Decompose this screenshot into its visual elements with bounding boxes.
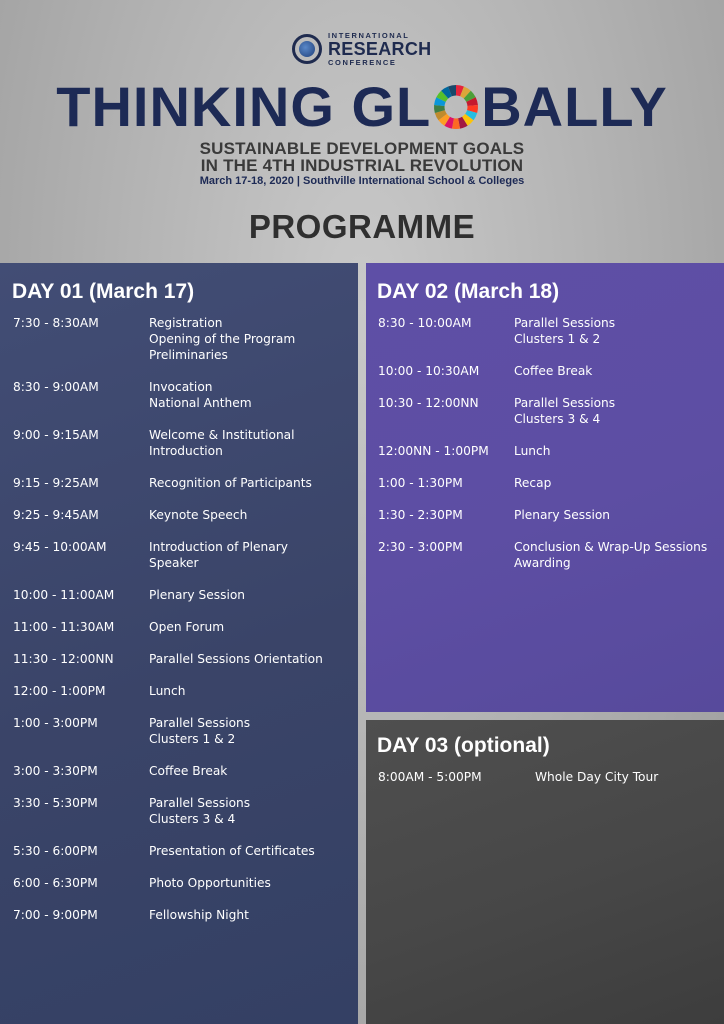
schedule-row (13, 715, 352, 747)
activity-line: Parallel Sessions (514, 316, 616, 330)
schedule-row (13, 683, 352, 699)
schedule-time: 8:30 - 10:00AM (378, 316, 472, 330)
activity-line: Presentation of Certificates (149, 844, 315, 858)
schedule-activity (149, 587, 369, 603)
schedule-activity (149, 907, 369, 923)
activity-line: Parallel Sessions (149, 796, 251, 810)
schedule-row (378, 363, 718, 379)
schedule-row (378, 395, 718, 427)
schedule-row (378, 539, 718, 571)
schedule-activity (149, 715, 369, 747)
schedule-activity (514, 539, 724, 571)
logo-text (328, 32, 431, 67)
schedule-row (378, 315, 718, 347)
subtitle-line-1: SUSTAINABLE DEVELOPMENT GOALS (199, 139, 525, 158)
activity-line: Coffee Break (149, 764, 228, 778)
schedule-activity (149, 539, 369, 571)
subtitle-line-2: IN THE 4TH INDUSTRIAL REVOLUTION (200, 156, 524, 175)
activity-line: Speaker (149, 556, 199, 570)
schedule-time: 2:30 - 3:00PM (378, 540, 463, 554)
globe-icon (292, 34, 322, 64)
schedule-row (378, 475, 718, 491)
activity-line: Keynote Speech (149, 508, 248, 522)
logo-top-text: INTERNATIONAL (328, 30, 410, 40)
schedule-time: 3:00 - 3:30PM (13, 764, 98, 778)
schedule-time: 9:15 - 9:25AM (13, 476, 99, 490)
schedule-time: 10:00 - 11:00AM (13, 588, 115, 602)
schedule-row (13, 795, 352, 827)
activity-line: Whole Day City Tour (535, 770, 659, 784)
page-title (0, 74, 724, 140)
activity-line: Clusters 1 & 2 (149, 732, 236, 746)
schedule-row (13, 507, 352, 523)
schedule-activity (149, 507, 369, 523)
schedule-row (13, 315, 352, 363)
schedule-activity (514, 395, 724, 427)
activity-line: Invocation (149, 380, 213, 394)
schedule-activity (149, 315, 369, 363)
activity-line: Photo Opportunities (149, 876, 271, 890)
schedule-activity (535, 769, 724, 785)
schedule-activity (149, 875, 369, 891)
sdg-wheel-icon (433, 78, 479, 124)
activity-line: Preliminaries (149, 348, 228, 362)
day2-title: DAY 02 (March 18) (377, 280, 560, 303)
activity-line: Parallel Sessions (514, 396, 616, 410)
schedule-time: 9:45 - 10:00AM (13, 540, 107, 554)
activity-line: Conclusion & Wrap-Up Sessions (514, 540, 708, 554)
activity-line: Clusters 3 & 4 (149, 812, 236, 826)
schedule-time: 10:00 - 10:30AM (378, 364, 480, 378)
schedule-time: 1:00 - 1:30PM (378, 476, 463, 490)
schedule-row (378, 769, 718, 785)
schedule-row (13, 379, 352, 411)
schedule-time: 5:30 - 6:00PM (13, 844, 98, 858)
schedule-row (13, 587, 352, 603)
activity-line: Coffee Break (514, 364, 593, 378)
activity-line: Introduction of Plenary (149, 540, 288, 554)
day1-title: DAY 01 (March 17) (12, 280, 195, 303)
day2-panel (366, 263, 724, 712)
schedule-time: 11:30 - 12:00NN (13, 652, 114, 666)
section-title: PROGRAMME (248, 208, 476, 245)
schedule-activity (149, 683, 369, 699)
schedule-time: 8:30 - 9:00AM (13, 380, 99, 394)
schedule-activity (514, 507, 724, 523)
schedule-row (378, 443, 718, 459)
activity-line: Parallel Sessions (149, 716, 251, 730)
schedule-row (13, 619, 352, 635)
title-part-2: BALLY (481, 75, 668, 138)
activity-line: Clusters 3 & 4 (514, 412, 601, 426)
schedule-activity (149, 379, 369, 411)
schedule-activity (149, 619, 369, 635)
schedule-activity (149, 651, 369, 667)
schedule-time: 12:00NN - 1:00PM (378, 444, 489, 458)
event-dateline: March 17-18, 2020 | Southville International School & Colleges (199, 175, 525, 187)
activity-line: Plenary Session (514, 508, 611, 522)
schedule-row (13, 875, 352, 891)
day3-title: DAY 03 (optional) (377, 734, 550, 757)
schedule-activity (514, 315, 724, 347)
schedule-activity (149, 427, 369, 459)
day3-panel (366, 720, 724, 1024)
schedule-time: 7:00 - 9:00PM (13, 908, 98, 922)
schedule-time: 10:30 - 12:00NN (378, 396, 479, 410)
schedule-time: 7:30 - 8:30AM (13, 316, 99, 330)
activity-line: Fellowship Night (149, 908, 249, 922)
activity-line: Introduction (149, 444, 223, 458)
activity-line: Registration (149, 316, 223, 330)
schedule-activity (149, 475, 369, 491)
schedule-time: 8:00AM - 5:00PM (378, 770, 482, 784)
schedule-row (378, 507, 718, 523)
schedule-row (13, 651, 352, 667)
day1-panel (0, 263, 358, 1024)
logo-main-text: RESEARCH (328, 39, 432, 59)
title-part-1: THINKING GL (56, 75, 432, 138)
schedule-row (13, 843, 352, 859)
schedule-activity (514, 443, 724, 459)
activity-line: Lunch (149, 684, 186, 698)
activity-line: Lunch (514, 444, 551, 458)
activity-line: Awarding (514, 556, 571, 570)
activity-line: Open Forum (149, 620, 225, 634)
logo-bottom-text: CONFERENCE (328, 58, 397, 67)
activity-line: Parallel Sessions Orientation (149, 652, 323, 666)
schedule-row (13, 539, 352, 571)
schedule-time: 1:30 - 2:30PM (378, 508, 463, 522)
activity-line: National Anthem (149, 396, 252, 410)
schedule-time: 11:00 - 11:30AM (13, 620, 115, 634)
schedule-time: 3:30 - 5:30PM (13, 796, 98, 810)
schedule-row (13, 427, 352, 459)
subtitle (0, 140, 724, 174)
activity-line: Recognition of Participants (149, 476, 312, 490)
activity-line: Recap (514, 476, 552, 490)
schedule-row (13, 907, 352, 923)
activity-line: Clusters 1 & 2 (514, 332, 601, 346)
schedule-activity (149, 843, 369, 859)
schedule-row (13, 475, 352, 491)
schedule-time: 9:25 - 9:45AM (13, 508, 99, 522)
activity-line: Plenary Session (149, 588, 246, 602)
activity-line: Welcome & Institutional (149, 428, 295, 442)
schedule-time: 9:00 - 9:15AM (13, 428, 99, 442)
schedule-activity (149, 763, 369, 779)
schedule-row (13, 763, 352, 779)
schedule-time: 12:00 - 1:00PM (13, 684, 106, 698)
schedule-time: 1:00 - 3:00PM (13, 716, 98, 730)
schedule-activity (149, 795, 369, 827)
conference-logo (292, 32, 434, 66)
schedule-activity (514, 363, 724, 379)
activity-line: Opening of the Program (149, 332, 296, 346)
schedule-time: 6:00 - 6:30PM (13, 876, 98, 890)
schedule-activity (514, 475, 724, 491)
